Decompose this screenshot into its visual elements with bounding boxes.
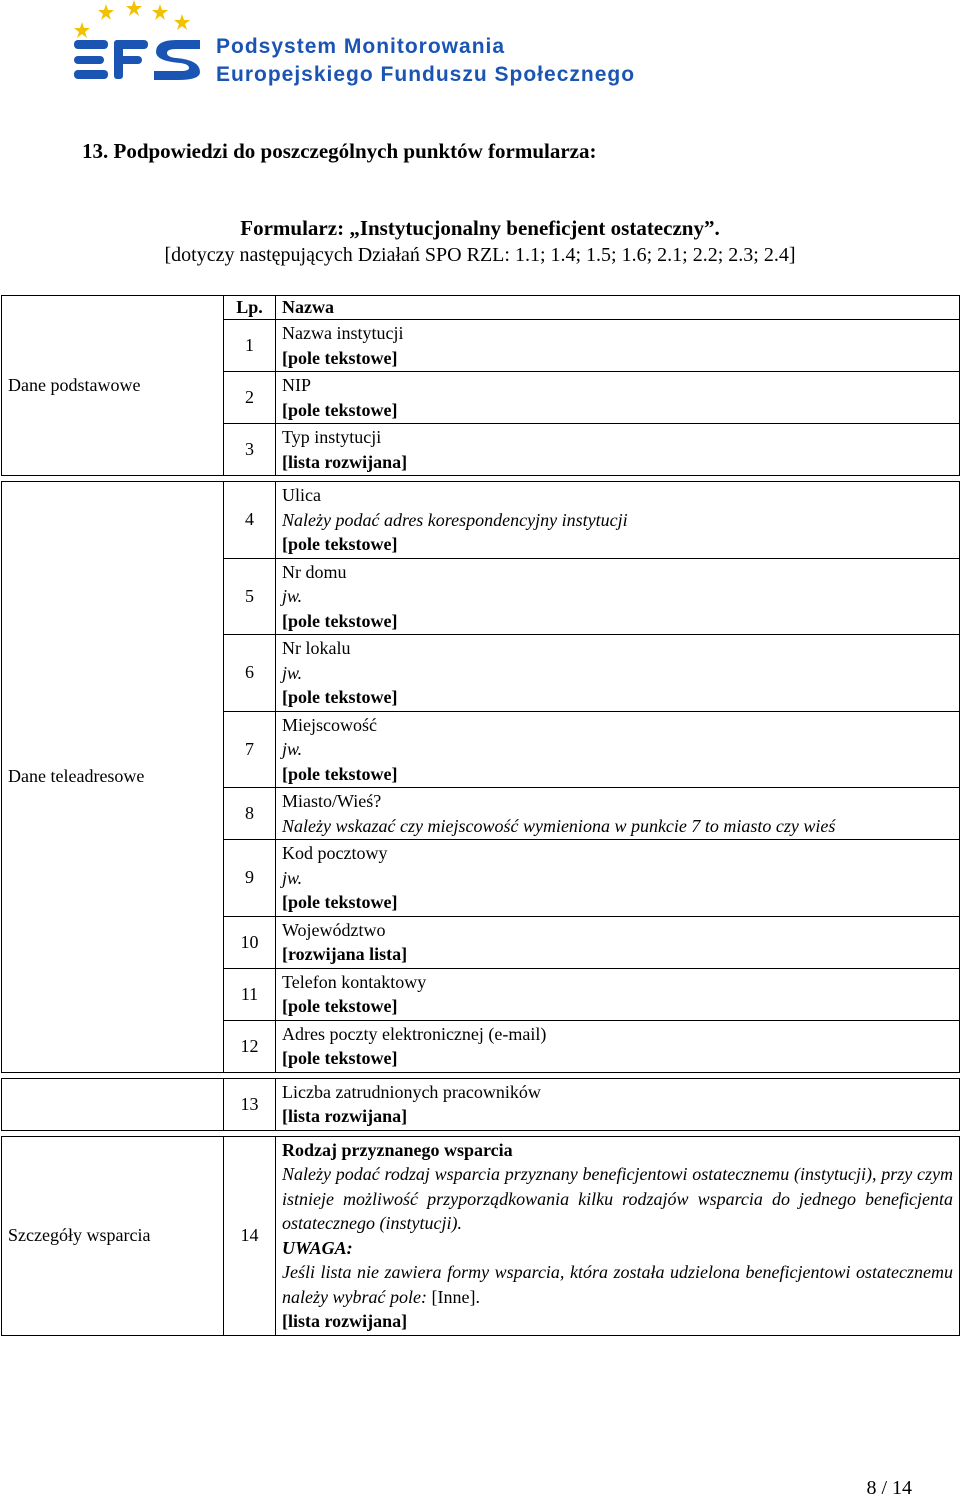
row-content [276, 840, 960, 917]
row-content [276, 424, 960, 476]
warning-option: [Inne]. [426, 1286, 480, 1307]
field-type: [rozwijana lista] [282, 944, 408, 964]
field-hint: jw. [282, 586, 303, 606]
row-number: 9 [224, 840, 276, 917]
row-content [276, 372, 960, 424]
row-content [276, 635, 960, 712]
row-number: 6 [224, 635, 276, 712]
field-hint: Należy wskazać czy miejscowość wymieniona w punkcie 7 to miasto czy wieś [282, 815, 836, 836]
row-number: 4 [224, 482, 276, 559]
field-type: [lista rozwijana] [282, 451, 408, 472]
column-header-lp: Lp. [224, 296, 276, 320]
row-content [276, 482, 960, 559]
category-cell: Dane teleadresowe [2, 482, 224, 1073]
field-type: [pole tekstowe] [282, 892, 398, 912]
row-content [276, 711, 960, 788]
field-title: Adres poczty elektronicznej (e-mail) [282, 1023, 547, 1044]
page-header [70, 0, 950, 92]
table-row [2, 482, 960, 559]
field-type: [pole tekstowe] [282, 687, 398, 707]
row-content [276, 1078, 960, 1130]
eu-stars-icon [74, 0, 190, 38]
field-hint: jw. [282, 867, 303, 888]
field-title: Telefon kontaktowy [282, 971, 427, 992]
warning-text: Jeśli lista nie zawiera formy wsparcia, która została udzielona beneficjentowi ostatecznemu należy wybrać pole: [282, 1262, 953, 1307]
row-content [276, 916, 960, 968]
field-title: Liczba zatrudnionych pracowników [282, 1081, 541, 1102]
table-row [2, 1136, 960, 1335]
row-number: 5 [224, 558, 276, 635]
efs-logo [70, 0, 210, 92]
row-number: 13 [224, 1078, 276, 1130]
field-type: [pole tekstowe] [282, 399, 398, 420]
field-type: [lista rozwijana] [282, 1311, 408, 1331]
field-title: Województwo [282, 919, 386, 940]
row-content [276, 968, 960, 1020]
row-content [276, 1020, 960, 1072]
category-cell [2, 1078, 224, 1130]
field-title: Miejscowość [282, 714, 377, 735]
field-type: [pole tekstowe] [282, 534, 398, 554]
category-cell: Szczegóły wsparcia [2, 1136, 224, 1335]
field-title: Nr lokalu [282, 638, 351, 658]
row-number: 2 [224, 372, 276, 424]
section-heading: 13. Podpowiedzi do poszczególnych punktów formularza: [82, 139, 597, 163]
field-hint: jw. [282, 739, 303, 759]
row-content [276, 320, 960, 372]
form-subtitle: [dotyczy następujących Działań SPO RZL: 1.1; 1.4; 1.5; 1.6; 2.1; 2.2; 2.3; 2.4] [164, 244, 796, 266]
warning-paragraph [282, 1260, 953, 1309]
field-type: [pole tekstowe] [282, 763, 398, 784]
row-number: 10 [224, 916, 276, 968]
row-content [276, 558, 960, 635]
field-type: [pole tekstowe] [282, 610, 398, 631]
field-title: Miasto/Wieś? [282, 791, 382, 811]
field-title: Typ instytucji [282, 427, 382, 447]
field-hint: Należy podać rodzaj wsparcia przyznany beneficjentowi ostatecznemu (instytucji), przy czym istnieje możliwość przyporządkowania kilku rodzajów wsparcia do jednego beneficjenta ostatecznego (instytucji). [282, 1164, 953, 1233]
form-fields-table [1, 295, 960, 1336]
field-title: Nazwa instytucji [282, 323, 404, 343]
row-number: 3 [224, 424, 276, 476]
org-name-line-1: Podsystem Monitorowania [216, 35, 506, 58]
field-hint: Należy podać adres korespondencyjny instytucji [282, 509, 628, 530]
row-number: 7 [224, 711, 276, 788]
field-hint: jw. [282, 662, 303, 683]
field-title: Ulica [282, 485, 321, 505]
row-number: 1 [224, 320, 276, 372]
row-content [276, 1136, 960, 1335]
field-title: Rodzaj przyznanego wsparcia [282, 1139, 513, 1160]
column-header-name: Nazwa [276, 296, 960, 320]
org-name-line-2: Europejskiego Funduszu Społecznego [216, 63, 636, 86]
field-title: NIP [282, 375, 312, 395]
field-title: Nr domu [282, 561, 347, 582]
warning-label: UWAGA: [282, 1237, 353, 1258]
category-cell: Dane podstawowe [2, 296, 224, 476]
row-number: 11 [224, 968, 276, 1020]
field-type: [lista rozwijana] [282, 1106, 408, 1126]
table-header-row [2, 296, 960, 320]
field-type: [pole tekstowe] [282, 1048, 398, 1068]
form-title: Formularz: „Instytucjonalny beneficjent ostateczny”. [240, 216, 720, 240]
efs-letters-icon [74, 40, 200, 80]
row-content [276, 788, 960, 840]
table-row [2, 1078, 960, 1130]
field-title: Kod pocztowy [282, 843, 388, 863]
field-type: [pole tekstowe] [282, 996, 398, 1016]
row-number: 12 [224, 1020, 276, 1072]
page-number: 8 / 14 [866, 1477, 912, 1499]
row-number: 8 [224, 788, 276, 840]
field-type: [pole tekstowe] [282, 347, 398, 368]
row-number: 14 [224, 1136, 276, 1335]
